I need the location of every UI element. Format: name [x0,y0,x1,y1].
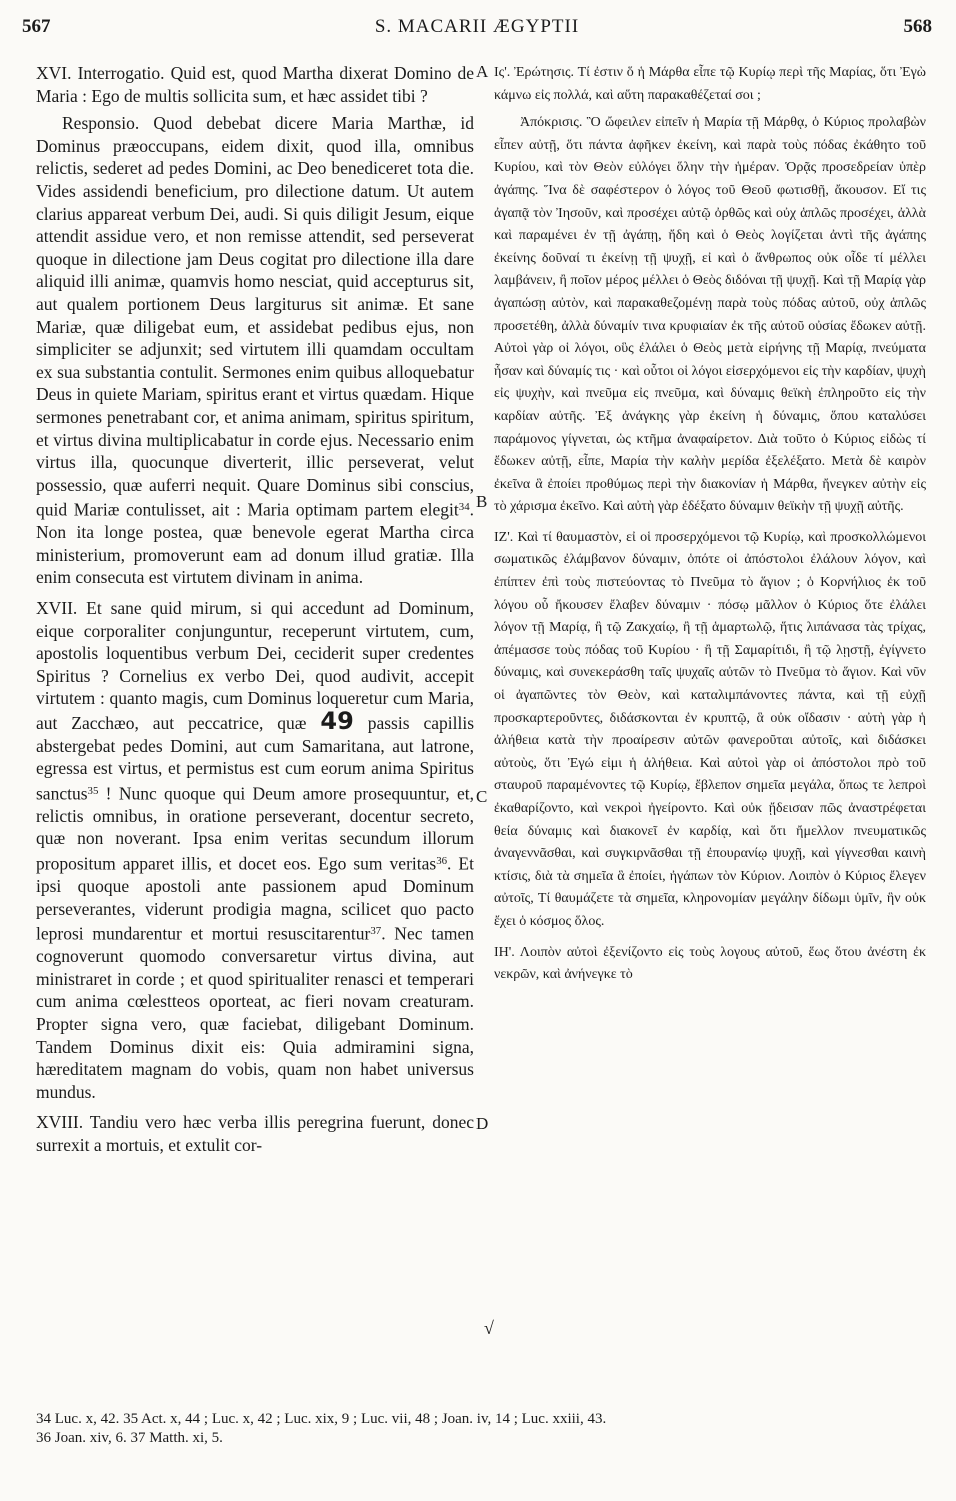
footnote-line-2: 36 Joan. xiv, 6. 37 Matth. xi, 5. [36,1430,223,1446]
margin-marker-d: D [476,1114,489,1133]
footnote-ref-37: 37 [370,925,382,938]
greek-response-16: Ἀπόκρισις. Ὃ ὤφειλεν εἰπεῖν ἡ Μαρία τῇ Μάρθᾳ, ὁ Κύριος προλαβὼν εἶπεν αὐτῇ, ὅτι πάντα ἀφῆκεν ἐκείνη, καὶ παρὰ τοὺς πόδας ἐκάθητο τοῦ Κυρίου, καὶ τὸν Θεὸν εὐλόγει ὅλην τὴν ἡμέραν. Ὁρᾷς προσεδρείαν ὑπὲρ ἀγάπης. Ἵνα δὲ σαφέστερον ὁ λόγος τοῦ Θεοῦ φωτισθῇ, ἄκουσον. Εἴ τις ἀγαπᾷ τὸν Ἰησοῦν, καὶ προσέχει αὐτῷ ὀρθῶς καὶ οὐχ ἁπλῶς προσέχει, ἀλλὰ καὶ παραμένει ἐν τῇ ἀγάπῃ, ἤδη καὶ ὁ Θεὸς λογίζεται ἀντὶ τῆς ἀγάπης ἐκείνης δοῦναί τι ἐκείνῃ τῇ ψυχῇ, εἰ καὶ ὁ ἄνθρωπος οὐκ οἶδε τί μέλλει λαμβάνειν, ἢ ποῖον μέρος μέλλει ὁ Θεὸς διδόναι τῇ ψυχῇ. Καὶ τῇ Μαρίᾳ γὰρ ἀγαπώσῃ αὐτὸν, καὶ παρακαθεζομένῃ παρὰ τοὺς πόδας αὐτοῦ, οὐχ ἁπλῶς προσετέθη, ἀλλὰ δύναμίν τινα κρυφιαίαν ἐκ τῆς αὐτοῦ οὐσίας ἔδωκεν αὐτῇ. Αὐτοὶ γὰρ οἱ λόγοι, οὓς ἐλάλει ὁ Θεὸς μετὰ εἰρήνης τῇ Μαρίᾳ, πνεύματα ἦσαν καὶ δύναμίς τις · καὶ οὗτοι οἱ λόγοι εἰσερχόμενοι εἰς τὴν καρδίαν, ψυχὴ εἰς ψυχὴν, καὶ πνεῦμα εἰς πνεῦμα, καὶ δύναμις θεϊκὴ ἐπληροῦτο εἰς τὴν καρδίαν αὐτῆς. Ἐξ ἀνάγκης γὰρ ἐκείνη ἡ δύναμις, ὅπου καταλύσει παράμονος γίγνεται, ὡς κτῆμα ἀναφαίρετον. Διὰ τοῦτο ὁ Κύριος εἰδὼς τί ἔδωκεν αὐτῇ, εἶπε, Μαρία τὴν καλὴν μερίδα ἐξελέξατο. Μετὰ δὲ καιρὸν ἐκεῖνα ἃ ἐποίει προθύμως περὶ τὴν διακονίαν ἡ Μάρθα, ἤνεγκεν αὐτὴν εἰς τὸ χάρισμα ἐκεῖνο. Καὶ αὐτὴ γὰρ ἐδέξατο δύναμιν θεϊκὴν τῇ ψυχῇ αὐτῆς. [494,115,926,515]
greek-question-16: Ις'. Ἐρώτησις. Τί ἐστιν ὅ ἡ Μάρθα εἶπε τῷ Κυρίῳ περὶ τῆς Μαρίας, ὅτι Ἐγὼ κάμνω εἰς πολλά, καὶ αὕτη παρακαθέζεταί σοι ; [494,65,926,103]
margin-marker-b: B [476,492,488,511]
running-header [22,12,932,42]
footnote-line-1: 34 Luc. x, 42. 35 Act. x, 44 ; Luc. x, 42 ; Luc. xix, 9 ; Luc. vii, 48 ; Joan. iv, 14 ; Luc. xxiii, 43. [36,1411,607,1427]
margin-marker-a: A [476,62,489,81]
greek-section-17: ΙΖ'. Καὶ τί θαυμαστὸν, εἰ οἱ προσερχόμενοι τῷ Κυρίῳ, καὶ προσκολλώμενοι σωματικῶς ἐλάμβανον δύναμιν, ὁπότε οἱ ἀπόστολοι ἐλάλουν λόγον, καὶ ἐπίπτεν ἐπὶ τοὺς πιστεύοντας τὸ Πνεῦμα τὸ ἅγιον ; ὁ Κορνήλιος ἐκ τοῦ λόγου οὗ ἤκουσεν ἔλαβεν δύναμιν · πόσῳ μᾶλλον ὁ Κύριος ὅτε ἐλάλει λόγον τῇ Μαρίᾳ, ἢ τῷ Ζακχαίῳ, ἢ τῇ ἁμαρτωλῷ, ἥτις λιπάνασα τὰς τρίχας, ἀπέμασσε τοὺς πόδας τοῦ Κυρίου · ἢ τῇ Σαμαρίτιδι, ἢ τῷ λῃστῇ, ἐγίγνετο δύναμις, καὶ συνεκεράσθη ταῖς ψυχαῖς αὐτῶν τὸ Πνεῦμα τὸ ἅγιον. Καὶ νῦν οἱ ἀγαπῶντες τὸν Θεὸν, καὶ καταλιμπάνοντες πάντα, καὶ τῇ εὐχῇ προσκαρτεροῦντες, διδάσκονται ἐν κρυπτῷ, ἃ οὐκ οἴδασιν · αὐτὴ γὰρ ἡ ἀλήθεια κατὰ τὴν προαίρεσιν αὐτῶν φανεροῦται αὐτοῖς, καὶ διδάσκει αὐτοὺς, ὅτι Ἐγώ εἰμι ἡ ἀλήθεια. Καὶ αὐτοὶ γὰρ οἱ ἀπόστολοι πρὸ τοῦ σταυροῦ παραμένοντες τῷ Κυρίῳ, ἔβλεπον σημεῖα μεγάλα, ὅπως τε λεπροὶ ἐκαθαρίζοντο, καὶ νεκροὶ ἠγείροντο. Καὶ οὐκ ᾔδεισαν πῶς ἀναστρέφεται θεία δύναμις καὶ διακονεῖ ἐν καρδίᾳ, καὶ ὅτι ἤμελλον πνευματικῶς ἀναγεννᾶσθαι, καὶ συγκιρνᾶσθαι τῇ ἐπουρανίῳ ψυχῇ, καὶ γίγνεσθαι καινὴ κτίσις, διὰ τὰ σημεῖα ἃ ἐποίει, ἠγάπων τὸν Κύριον. Λοιπὸν ὁ Κύριος ἔλεγεν αὐτοῖς, Τί θαυμάζετε τὰ σημεῖα, κληρονομίαν μεγάλην δίδωμι ὑμῖν, ἣν οὐκ ἔχει ὁ κόσμος ὅλος. [494,529,926,929]
greek-column [494,62,926,992]
latin-section-18: XVIII. Tandiu vero hæc verba illis peregrina fuerunt, donec surrexit a mortuis, et extulit cor- [36,1112,474,1155]
latin-section-17: XVII. Et sane quid mirum, si qui accedunt ad Dominum, eique corporaliter conjunguntur, receperunt virtutem, cum, apostolis loquentibus verbum Dei, ceciderit super credentes Spiritus ? Cornelius ex verbo Dei, quod audivit, accepit virtutem : quanto magis, cum Dominus loqueretur cum Maria, aut Zacchæo, aut peccatrice, quæ 49 passis capillis abstergebat pedes Domini, aut cum Samaritana, aut latrone, egressa est virtus, et permistus est cum eorum anima Spiritus sanctus$^{35}$ ! Nunc quoque qui Deum amore prosequuntur, et, relictis omnibus, in oratione perseverant, docentur secreto, quæ non noverant. Ipsa enim veritas secundum illorum propositum apparet illis, et docet eos. Ego sum veritas$^{36}$. Et ipsi quoque apostoli ante passionem apud Dominum perseverantes, viderunt prodigia magna, scilicet quo pacto leprosi mundarentur et mortui resuscitarentur$^{37}$. Nec tamen cognoverunt quomodo conversaretur virtus divina, aut ministraret in corde ; et quod spiritualiter renasci et temperari cum anima cœlestteos oporteat, ac fieri novam creaturam. Propter signa vero, quæ faciebat, diligebant Dominum. Tandem Dominus dixit eis: Quia admiramini signa, hæreditatem magnam do vobis, quam non habet universus mundus. [36,598,475,1102]
footnote-ref-34: 34 [458,501,470,514]
latin-question-16: XVI. Interrogatio. Quid est, quod Martha dixerat Domino de Maria : Ego de multis sollicita sum, et hæc assidet tibi ? [36,63,474,106]
page-number-right: 568 [903,16,932,37]
greek-section-18: ΙΗ'. Λοιπὸν αὐτοὶ ἐξενίζοντο εἰς τοὺς λογους αὐτοῦ, ἕως ὅτου ἀνέστη ἐκ νεκρῶν, καὶ ἀνήνεγκε τὸ [494,944,926,983]
latin-response-16: Responsio. Quod debebat dicere Maria Marthæ, id Dominus præoccupans, eidem dixit, quod illa, omnibus relictis, sederet ad pedes Domini, ac Deo benediceret tota die. Vides assidendi beneficium, pro dilectione datum. Ut autem clarius appareat verbum Dei, audi. Si quis diligit Jesum, eique attendit assidue vero, et non remisse attendit, sed perseverat quoque in dilectione jam Deus cogitat pro dilectione illa dare aliquid illi animæ, quamvis homo nesciat, quid accepturus sit, aut qualem portionem Deus largiturus sit animæ. Et sane Mariæ, quæ diligebat eum, et assidebat pedibus ejus, non simpliciter se adjunxit; sed virtutem illi quamdam occultam ex sua substantia contulit. Sermones enim quibus alloquebatur Deus in quiete Mariam, spiritus erant et virtus quædam. Hique sermones penetrabant cor, et anima animam, spiritus spiritum, et virtus divina multiplicabatur in corde ejus. Necessario enim virtus illa, quocunque diverterit, illic perseverat, velut possessio, quæ auferri nequit. Quare Dominus sibi conscius, quid Mariæ contulisset, ait : Maria optimam partem elegit$^{34}$. Non ita longe postea, quæ benevole egerat Martha circa ministerium, promoverunt eam ad donum illud gratiæ. Illa enim consecuta est virtutem divinam in anima. [36,113,474,588]
latin-column [36,62,474,1162]
footnote-ref-36: 36 [436,855,448,868]
page-number-left: 567 [22,16,51,37]
margin-tick-mark: √ [484,1318,494,1338]
running-title: S. MACARII ÆGYPTII [374,16,580,37]
footnotes [36,1410,928,1448]
footnote-ref-35: 35 [87,784,99,797]
page-stamp-49: 49 [320,707,354,736]
margin-marker-c: C [476,787,488,806]
